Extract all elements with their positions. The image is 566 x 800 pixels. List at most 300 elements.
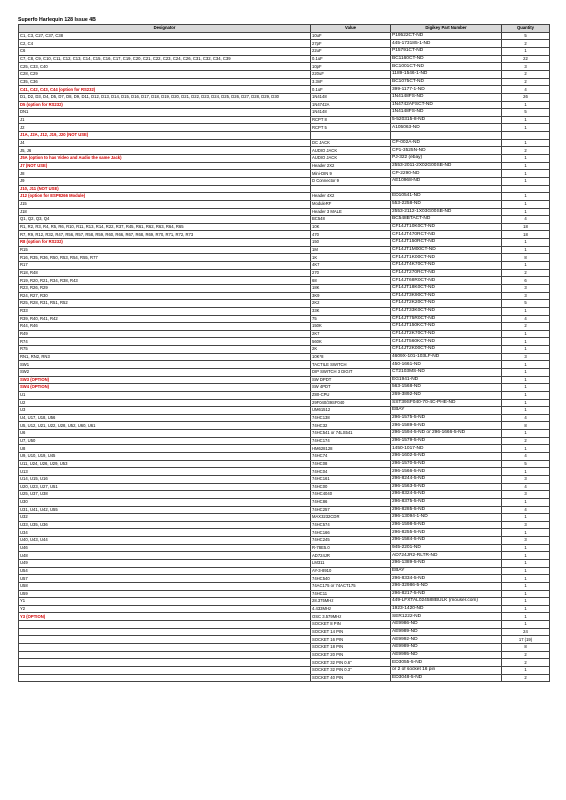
part-number-cell: BC1075CT-ND — [391, 78, 502, 86]
quantity-cell: 2 — [502, 40, 550, 48]
designator-cell: R24, R27, R30 — [19, 292, 311, 300]
quantity-cell: 1 — [502, 567, 550, 575]
table-row — [19, 575, 550, 583]
designator-cell: J15 — [19, 200, 311, 208]
quantity-cell: 4 — [502, 315, 550, 323]
value-cell: 68 — [311, 277, 391, 285]
quantity-cell: 1 — [502, 177, 550, 185]
part-number-cell: 563-1568-ND — [391, 384, 502, 392]
table-row — [19, 598, 550, 606]
quantity-cell: 1 — [502, 246, 550, 254]
part-number-cell: 296-32986-5-ND — [391, 582, 502, 590]
table-row — [19, 605, 550, 613]
quantity-cell: 1 — [502, 200, 550, 208]
designator-cell: J1 — [19, 116, 311, 124]
value-cell: 220uF — [311, 71, 391, 79]
designator-cell: DN1 — [19, 109, 311, 117]
part-number-cell: 296-13094-1-ND — [391, 514, 502, 522]
part-number-cell: 399-1177-1-ND — [391, 86, 502, 94]
header-value: Value — [311, 25, 391, 33]
designator-cell — [19, 644, 311, 652]
table-row — [19, 422, 550, 430]
quantity-cell: 3 — [502, 353, 550, 361]
part-number-cell: 296-1563-5-ND — [391, 483, 502, 491]
table-row — [19, 453, 550, 461]
table-row — [19, 491, 550, 499]
table-row — [19, 216, 550, 224]
table-row — [19, 399, 550, 407]
table-row — [19, 300, 550, 308]
designator-cell: Y3 (OPTION) — [19, 613, 311, 621]
value-cell: 74AC175 or 74ACT175 — [311, 582, 391, 590]
quantity-cell — [502, 185, 550, 193]
header-quantity: Quantity — [502, 25, 550, 33]
table-row — [19, 246, 550, 254]
part-number-cell: CF14JT68R0CT-ND — [391, 277, 502, 285]
value-cell: 470 — [311, 231, 391, 239]
table-row — [19, 506, 550, 514]
designator-cell: R15 — [19, 246, 311, 254]
quantity-cell: 1 — [502, 560, 550, 568]
table-row — [19, 628, 550, 636]
table-row — [19, 269, 550, 277]
table-row — [19, 101, 550, 109]
designator-cell: R49 — [19, 330, 311, 338]
value-cell: 3K9 — [311, 292, 391, 300]
value-cell: 74HC574 — [311, 521, 391, 529]
designator-cell — [19, 651, 311, 659]
table-row — [19, 162, 550, 170]
part-number-cell: or 2 of socket 16 pin — [391, 666, 502, 674]
part-number-cell: CP-2290-ND — [391, 170, 502, 178]
designator-cell: U3 — [19, 407, 311, 415]
value-cell: 150K — [311, 323, 391, 331]
quantity-cell: 3 — [502, 537, 550, 545]
quantity-cell: 5 — [502, 460, 550, 468]
part-number-cell: 296-1594-5-ND or 296-1666-5-ND — [391, 430, 502, 438]
designator-cell: Y2 — [19, 605, 311, 613]
value-cell: Mini-DIN 9 — [311, 170, 391, 178]
designator-cell: U25, U37, U38 — [19, 491, 311, 499]
value-cell: 74HC08 — [311, 460, 391, 468]
quantity-cell: 4 — [502, 414, 550, 422]
table-row — [19, 170, 550, 178]
designator-cell: SW1 — [19, 361, 311, 369]
table-row — [19, 78, 550, 86]
part-number-cell: 296-8324-5-ND — [391, 491, 502, 499]
value-cell: 270 — [311, 269, 391, 277]
designator-cell: U2 — [19, 399, 311, 407]
quantity-cell: 2 — [502, 659, 550, 667]
quantity-cell: 1 — [502, 468, 550, 476]
value-cell: RCPT 8 — [311, 116, 391, 124]
part-number-cell: 296-8217-5-ND — [391, 590, 502, 598]
value-cell: 74HC161 — [311, 475, 391, 483]
bom-body — [19, 32, 550, 681]
part-number-cell: 4609X-101-103LF-ND — [391, 353, 502, 361]
value-cell: UM61512 — [311, 407, 391, 415]
quantity-cell: 1 — [502, 621, 550, 629]
part-number-cell: 296-8334-5-ND — [391, 575, 502, 583]
designator-cell: R25, R28, R31, R51, R52 — [19, 300, 311, 308]
part-number-cell: P19522CT-ND — [391, 32, 502, 40]
part-number-cell: SER1222-ND — [391, 613, 502, 621]
designator-cell: D1, D2, D3, D4, D5, D7, D8, D9, D11, D12, D13, D14, D15, D16, D17, D18, D19, D20, D21, D22, D23, D24, D25, D26, D27, D28, D29, D30 — [19, 93, 311, 101]
quantity-cell: 4 — [502, 506, 550, 514]
value-cell: 560K — [311, 338, 391, 346]
quantity-cell: 1 — [502, 666, 550, 674]
designator-cell — [19, 659, 311, 667]
designator-cell: R18, R48 — [19, 269, 311, 277]
value-cell: HM628128 — [311, 445, 391, 453]
quantity-cell: 5 — [502, 32, 550, 40]
quantity-cell: 1 — [502, 139, 550, 147]
value-cell: 10K*8 — [311, 353, 391, 361]
value-cell: AD724JR — [311, 552, 391, 560]
quantity-cell: 1 — [502, 575, 550, 583]
table-row — [19, 185, 550, 193]
designator-cell — [19, 621, 311, 629]
value-cell: SOCKET 16 PIN — [311, 636, 391, 644]
quantity-cell: 1 — [502, 239, 550, 247]
part-number-cell: AE10968-ND — [391, 177, 502, 185]
part-number-cell: EG1941-ND — [391, 376, 502, 384]
part-number-cell: AE9989-ND — [391, 644, 502, 652]
value-cell: 74HC138 — [311, 414, 391, 422]
designator-cell — [19, 636, 311, 644]
part-number-cell: 296-1570-5-ND — [391, 460, 502, 468]
value-cell: AY-3-8910 — [311, 567, 391, 575]
table-row — [19, 132, 550, 140]
quantity-cell: 3 — [502, 63, 550, 71]
designator-cell: U59 — [19, 590, 311, 598]
quantity-cell: 4 — [502, 216, 550, 224]
quantity-cell: 4 — [502, 483, 550, 491]
part-number-cell: CF14JT2K00CT-ND — [391, 346, 502, 354]
table-row — [19, 155, 550, 163]
value-cell: 1N4742A — [311, 101, 391, 109]
designator-cell: U32 — [19, 514, 311, 522]
table-row — [19, 613, 550, 621]
value-cell: 74HC86 — [311, 498, 391, 506]
value-cell: R-78E5.0 — [311, 544, 391, 552]
quantity-cell: 24 — [502, 628, 550, 636]
table-row — [19, 674, 550, 682]
value-cell: OSC 3.579MHz — [311, 613, 391, 621]
designator-cell: J8 — [19, 170, 311, 178]
header-designator: Designator — [19, 25, 311, 33]
quantity-cell: 3 — [502, 284, 550, 292]
value-cell: 29F040/39SF040 — [311, 399, 391, 407]
value-cell: LM311 — [311, 560, 391, 568]
designator-cell: U58 — [19, 582, 311, 590]
quantity-cell: 1 — [502, 613, 550, 621]
part-number-cell: AE9992-ND — [391, 636, 502, 644]
quantity-cell: 4 — [502, 86, 550, 94]
quantity-cell: 1 — [502, 193, 550, 201]
designator-cell: R7, R9, R12, R32, R47, R56, R57, R58, R59, R60, R66, R67, R68, R69, R70, R71, R72, R73 — [19, 231, 311, 239]
value-cell: 74HC32 — [311, 422, 391, 430]
table-row — [19, 231, 550, 239]
designator-cell: U40, U43, U44 — [19, 537, 311, 545]
table-row — [19, 514, 550, 522]
quantity-cell: 1 — [502, 101, 550, 109]
part-number-cell: CF14JT33K0CT-ND — [391, 307, 502, 315]
table-row — [19, 63, 550, 71]
table-row — [19, 330, 550, 338]
value-cell: 150 — [311, 239, 391, 247]
value-cell — [311, 132, 391, 140]
table-row — [19, 666, 550, 674]
quantity-cell: 1 — [502, 445, 550, 453]
quantity-cell: 1 — [502, 605, 550, 613]
designator-cell: U9, U10, U19, U45 — [19, 453, 311, 461]
value-cell: SOCKET 32 PIN 0.3" — [311, 666, 391, 674]
part-number-cell: 296-1566-5-ND — [391, 468, 502, 476]
designator-cell: C7, C8, C9, C10, C11, C12, C13, C14, C15, C16, C17, C19, C20, C21, C22, C23, C24, C26, C31, C32, C34, C39 — [19, 55, 311, 63]
value-cell: SOCKET 18 PIN — [311, 644, 391, 652]
quantity-cell: 5 — [502, 300, 550, 308]
part-number-cell: CF14JT2K70CT-ND — [391, 330, 502, 338]
table-row — [19, 445, 550, 453]
designator-cell: C1, C3, C27, C37, C38 — [19, 32, 311, 40]
quantity-cell: 1 — [502, 338, 550, 346]
quantity-cell: 1 — [502, 368, 550, 376]
part-number-cell: 1923-1420-ND — [391, 605, 502, 613]
quantity-cell: 1 — [502, 399, 550, 407]
table-row — [19, 498, 550, 506]
table-row — [19, 636, 550, 644]
quantity-cell: 1 — [502, 330, 550, 338]
part-number-cell: CF14JT150RCT-ND — [391, 239, 502, 247]
designator-cell: J12 (option for ESP8266 Module) — [19, 193, 311, 201]
quantity-cell: 2 — [502, 78, 550, 86]
value-cell: 28.375MHz — [311, 598, 391, 606]
designator-cell: J4 — [19, 139, 311, 147]
part-number-cell: 1N4148FS-ND — [391, 93, 502, 101]
table-row — [19, 277, 550, 285]
value-cell: 27pF — [311, 40, 391, 48]
quantity-cell: 1 — [502, 262, 550, 270]
designator-cell: C35, C36 — [19, 78, 311, 86]
value-cell: 2K — [311, 346, 391, 354]
value-cell: DC JACK — [311, 139, 391, 147]
value-cell: 4K7 — [311, 262, 391, 270]
value-cell: BC548 — [311, 216, 391, 224]
quantity-cell: 5 — [502, 109, 550, 117]
quantity-cell: 8 — [502, 644, 550, 652]
designator-cell: J9 — [19, 177, 311, 185]
table-row — [19, 48, 550, 56]
part-number-cell: CF14JT75R0CT-ND — [391, 315, 502, 323]
designator-cell: R39, R40, R41, R42 — [19, 315, 311, 323]
value-cell: AUDIO JACK — [311, 147, 391, 155]
part-number-cell: CF14JT1M00CT-ND — [391, 246, 502, 254]
part-number-cell: 296-8285-5-ND — [391, 506, 502, 514]
designator-cell: U6 — [19, 430, 311, 438]
part-number-cell: ED10541-ND — [391, 193, 502, 201]
quantity-cell: 17 (19) — [502, 636, 550, 644]
part-number-cell: 269-3892-ND — [391, 391, 502, 399]
table-row — [19, 147, 550, 155]
table-row — [19, 560, 550, 568]
designator-cell: J18 — [19, 208, 311, 216]
value-cell: 1N4148 — [311, 93, 391, 101]
quantity-cell: 1 — [502, 498, 550, 506]
designator-cell: SW3 (OPTION) — [19, 376, 311, 384]
quantity-cell: 1 — [502, 162, 550, 170]
table-row — [19, 544, 550, 552]
quantity-cell: 1 — [502, 529, 550, 537]
designator-cell: J10, J11 (NOT USE) — [19, 185, 311, 193]
quantity-cell: 6 — [502, 277, 550, 285]
quantity-cell: 1 — [502, 391, 550, 399]
value-cell: 4.433MHz — [311, 605, 391, 613]
part-number-cell: CF14JT560KCT-ND — [391, 338, 502, 346]
bom-table — [18, 24, 550, 682]
table-row — [19, 475, 550, 483]
value-cell: 74HC4040 — [311, 491, 391, 499]
value-cell: SOCKET 32 PIN 0.6" — [311, 659, 391, 667]
designator-cell: U57 — [19, 575, 311, 583]
table-row — [19, 407, 550, 415]
value-cell: 18K — [311, 284, 391, 292]
value-cell: SOCKET 40 PIN — [311, 674, 391, 682]
part-number-cell: 1N4148FS-ND — [391, 109, 502, 117]
part-number-cell: CF14JT4K70CT-ND — [391, 262, 502, 270]
value-cell: 1M — [311, 246, 391, 254]
value-cell: 1K — [311, 254, 391, 262]
designator-cell — [19, 628, 311, 636]
table-row — [19, 292, 550, 300]
value-cell: D Connector 9 — [311, 177, 391, 185]
table-row — [19, 460, 550, 468]
quantity-cell: 4 — [502, 453, 550, 461]
value-cell: 74HC11 — [311, 590, 391, 598]
quantity-cell: 26 — [502, 93, 550, 101]
table-row — [19, 483, 550, 491]
designator-cell — [19, 674, 311, 682]
table-row — [19, 193, 550, 201]
quantity-cell: 2 — [502, 674, 550, 682]
quantity-cell: 1 — [502, 346, 550, 354]
designator-cell: R17 — [19, 262, 311, 270]
designator-cell: R16, R35, R36, R50, R53, R54, R55, R77 — [19, 254, 311, 262]
designator-cell: RN1, RN2, RN3 — [19, 353, 311, 361]
quantity-cell: 2 — [502, 437, 550, 445]
part-number-cell: CF14JT1K00CT-ND — [391, 254, 502, 262]
designator-cell: U54 — [19, 567, 311, 575]
value-cell: Header 4X2 — [311, 193, 391, 201]
quantity-cell: 1 — [502, 590, 550, 598]
designator-cell: U8 — [19, 445, 311, 453]
designator-cell: U49 — [19, 560, 311, 568]
part-number-cell: CF14JT270RCT-ND — [391, 269, 502, 277]
part-number-cell: 296-1598-5-ND — [391, 521, 502, 529]
part-number-cell: AD724JR2-RLTR-ND — [391, 552, 502, 560]
value-cell: 2K2 — [311, 300, 391, 308]
designator-cell: U13 — [19, 468, 311, 476]
table-row — [19, 384, 550, 392]
table-row — [19, 40, 550, 48]
part-number-cell: 2553-2112-1X03G00SB-ND — [391, 208, 502, 216]
part-number-cell: 296-1584-5-ND — [391, 537, 502, 545]
designator-cell: U46 — [19, 544, 311, 552]
part-number-cell: 450-1661-ND — [391, 361, 502, 369]
quantity-cell: 2 — [502, 147, 550, 155]
table-row — [19, 262, 550, 270]
part-number-cell: CF14JT2K20CT-ND — [391, 300, 502, 308]
header-part-number: Digikey Part Number — [391, 25, 502, 33]
part-number-cell: EBAY — [391, 407, 502, 415]
table-row — [19, 254, 550, 262]
designator-cell: J5A (option to has Video and Audio the same Jack) — [19, 155, 311, 163]
quantity-cell: 1 — [502, 170, 550, 178]
designator-cell — [19, 666, 311, 674]
part-number-cell: BC1160CT-ND — [391, 55, 502, 63]
part-number-cell: 296-1602-5-ND — [391, 453, 502, 461]
designator-cell: U31, U41, U42, U55 — [19, 506, 311, 514]
part-number-cell: SST39SF040-70-4C-PHE-ND — [391, 399, 502, 407]
part-number-cell: BC1001CT-ND — [391, 63, 502, 71]
part-number-cell: 1450-1017-ND — [391, 445, 502, 453]
value-cell: TACTILE SWITCH — [311, 361, 391, 369]
designator-cell: C2, C4 — [19, 40, 311, 48]
designator-cell: R23, R26, R29 — [19, 284, 311, 292]
table-row — [19, 124, 550, 132]
value-cell: Header 3 MALE — [311, 208, 391, 216]
table-row — [19, 376, 550, 384]
designator-cell: U33, U35, U36 — [19, 521, 311, 529]
table-row — [19, 437, 550, 445]
part-number-cell: CP1-3525N-ND — [391, 147, 502, 155]
value-cell: SW DPDT — [311, 376, 391, 384]
designator-cell: U30 — [19, 498, 311, 506]
table-row — [19, 32, 550, 40]
table-row — [19, 71, 550, 79]
part-number-cell: 296-1589-5-ND — [391, 422, 502, 430]
quantity-cell: 1 — [502, 598, 550, 606]
designator-cell: R8 (option for RS232) — [19, 239, 311, 247]
quantity-cell: 3 — [502, 521, 550, 529]
value-cell: 74HC541 or 74LS541 — [311, 430, 391, 438]
table-row — [19, 346, 550, 354]
quantity-cell: 1 — [502, 361, 550, 369]
part-number-cell: CF14JT3K90CT-ND — [391, 292, 502, 300]
table-row — [19, 139, 550, 147]
designator-cell: C28, C29 — [19, 71, 311, 79]
table-row — [19, 361, 550, 369]
value-cell: 1N4148 — [311, 109, 391, 117]
part-number-cell: 1N4742AFSCT-ND — [391, 101, 502, 109]
table-row — [19, 200, 550, 208]
designator-cell: R75 — [19, 346, 311, 354]
table-row — [19, 315, 550, 323]
table-row — [19, 177, 550, 185]
part-number-cell: 296-8375-5-ND — [391, 498, 502, 506]
designator-cell: SW4 (OPTION) — [19, 384, 311, 392]
part-number-cell: AE9989-ND — [391, 628, 502, 636]
value-cell: MAX3232CDR — [311, 514, 391, 522]
value-cell: 22uF — [311, 48, 391, 56]
value-cell: ModuleRF — [311, 200, 391, 208]
designator-cell: U1 — [19, 391, 311, 399]
part-number-cell: CT2103MS-ND — [391, 368, 502, 376]
part-number-cell: EBAY — [391, 567, 502, 575]
part-number-cell: 5-520315-8-ND — [391, 116, 502, 124]
quantity-cell: 1 — [502, 48, 550, 56]
table-row — [19, 284, 550, 292]
